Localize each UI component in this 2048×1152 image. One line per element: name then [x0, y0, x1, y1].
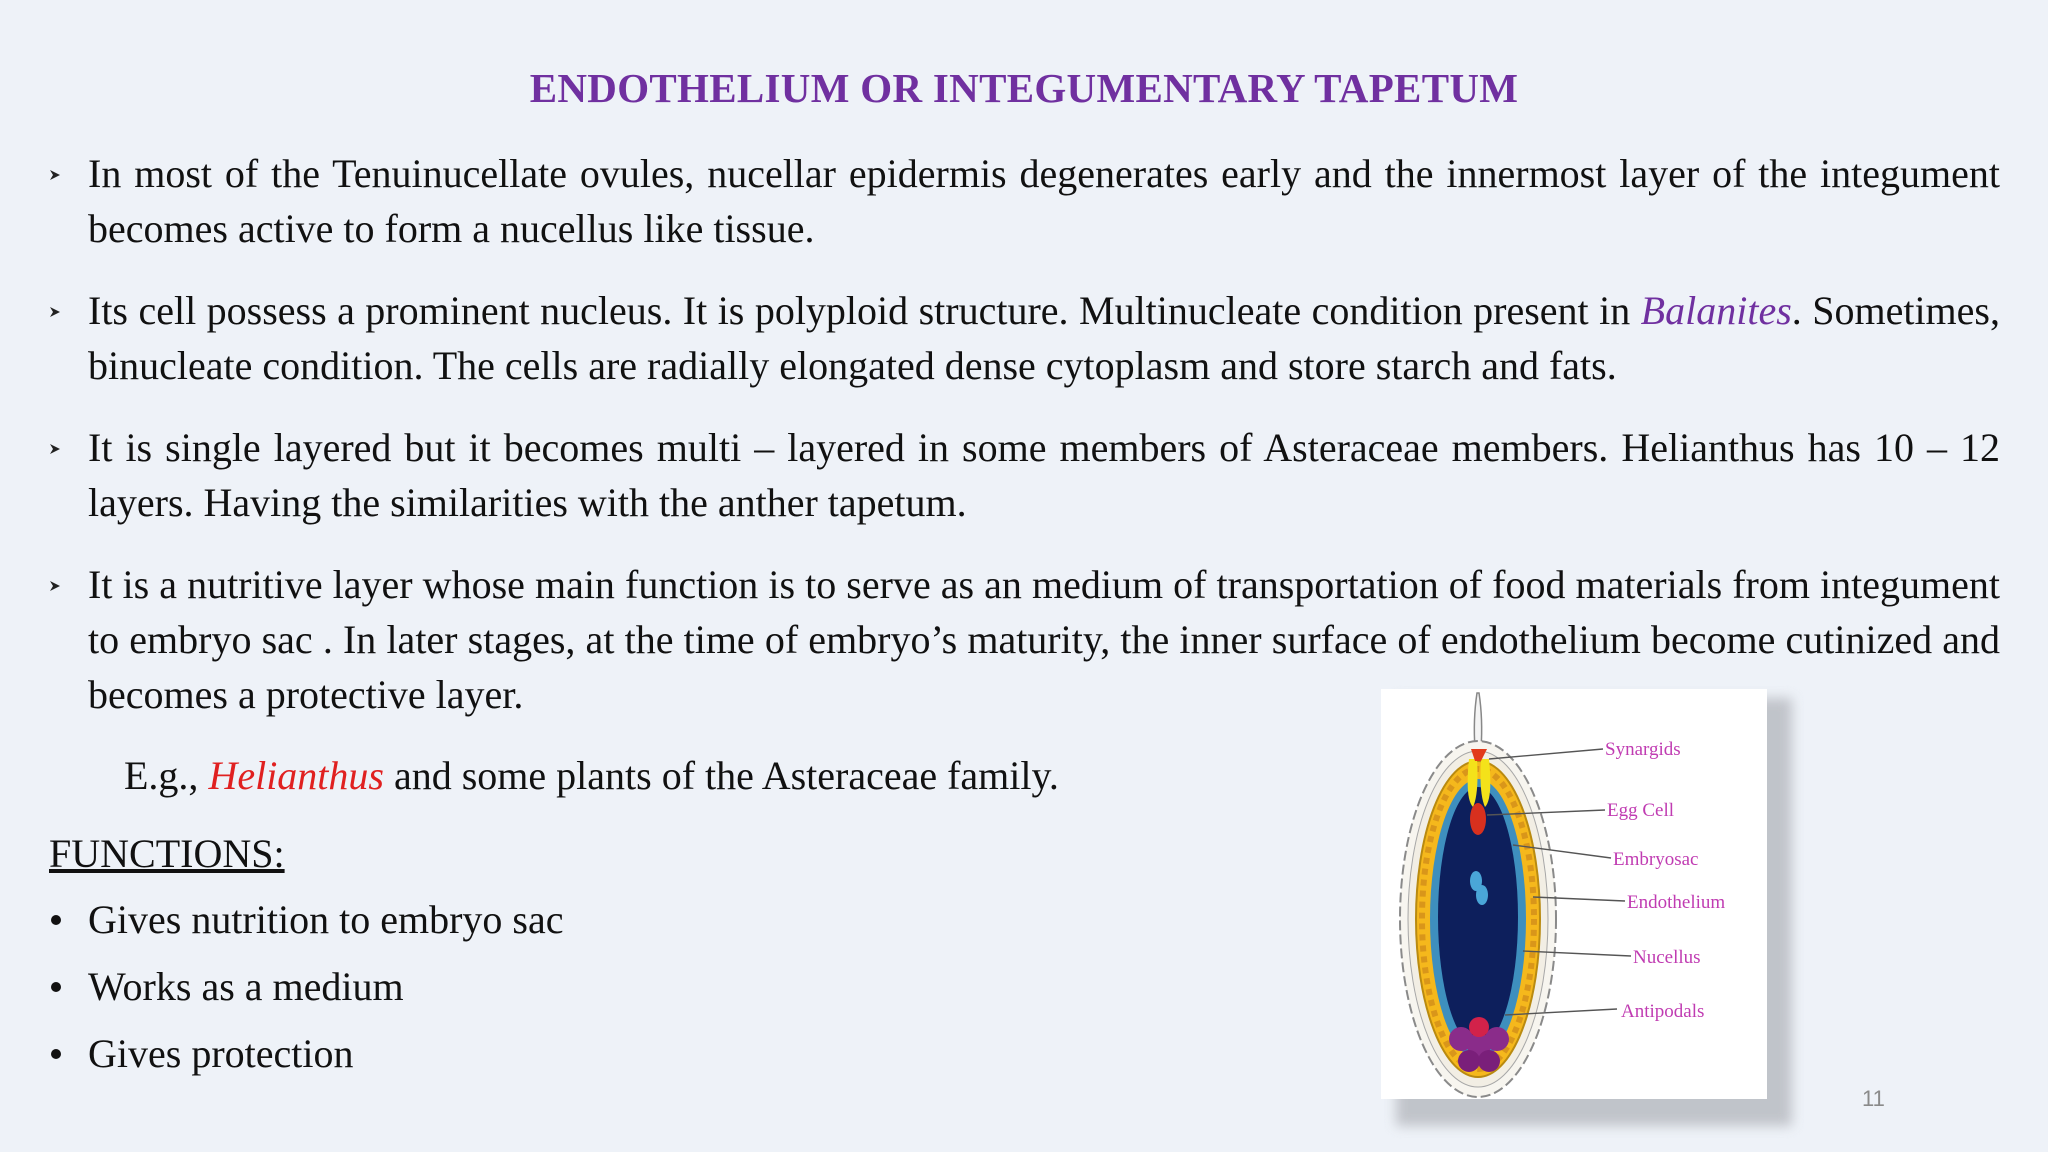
example-suffix: and some plants of the Asteraceae family. [383, 753, 1059, 798]
egg-cell [1470, 803, 1486, 835]
function-item-text: Works as a medium [88, 964, 404, 1009]
bullet-text: It is a nutritive layer whose main function is to serve as an medium of transportation of food materials from integument to embryo sac . In later stages, at the time of embryo’s maturity, the inner surface of endothelium become cutinized and becomes a protective layer. [88, 562, 2000, 717]
arrow-bullet-icon [48, 305, 62, 319]
functions-heading: FUNCTIONS: [49, 831, 285, 876]
function-item [49, 1026, 563, 1081]
label-endothelium: Endothelium [1627, 892, 1726, 913]
bullet-point-3 [46, 420, 2000, 530]
label-egg-cell: Egg Cell [1607, 800, 1675, 821]
function-item [49, 959, 563, 1014]
label-synargids: Synargids [1605, 739, 1681, 760]
antipodal-cell [1485, 1027, 1509, 1051]
arrow-bullet-icon [48, 579, 62, 593]
bullet-dot-icon [51, 982, 61, 992]
slide-title: ENDOTHELIUM OR INTEGUMENTARY TAPETUM [529, 65, 1519, 111]
page-number: 11 [1862, 1086, 1885, 1111]
antipodal-cell [1469, 1017, 1489, 1037]
genus-name-helianthus: Helianthus [208, 753, 384, 798]
bullet-text: It is single layered but it becomes multi – layered in some members of Asteraceae members. Helianthus has 10 – 12 layers. Having the similarities with the anther tapetum. [88, 425, 2000, 525]
label-antipodals: Antipodals [1621, 1001, 1705, 1022]
ovule-diagram-svg [1381, 689, 1767, 1099]
bullet-point-2 [46, 283, 2000, 393]
example-line [124, 748, 1059, 803]
bullet-list [46, 146, 2000, 749]
function-item [49, 892, 563, 947]
antipodal-cell [1458, 1050, 1480, 1072]
label-embryosac: Embryosac [1613, 849, 1699, 870]
bullet-dot-icon [51, 915, 61, 925]
example-prefix: E.g., [124, 753, 209, 798]
antipodal-cell [1478, 1050, 1500, 1072]
genus-name-balanites: Balanites [1640, 288, 1792, 333]
bullet-point-1 [46, 146, 2000, 256]
ovule-diagram [1381, 689, 1767, 1099]
function-item-text: Gives protection [88, 1031, 354, 1076]
function-item-text: Gives nutrition to embryo sac [88, 897, 564, 942]
bullet-text-continued: . Sometimes, binucleate condition. The cells are radially elongated dense cytoplasm and store starch and fats. [88, 288, 2000, 388]
bullet-dot-icon [51, 1049, 61, 1059]
bullet-text: In most of the Tenuinucellate ovules, nucellar epidermis degenerates early and the innermost layer of the integument becomes active to form a nucellus like tissue. [88, 151, 2000, 251]
label-nucellus: Nucellus [1633, 947, 1701, 968]
arrow-bullet-icon [48, 168, 62, 182]
functions-list [49, 892, 563, 1093]
arrow-bullet-icon [48, 442, 62, 456]
polar-nucleus [1476, 885, 1488, 905]
bullet-text: Its cell possess a prominent nucleus. It is polyploid structure. Multinucleate condition present in [88, 288, 1641, 333]
